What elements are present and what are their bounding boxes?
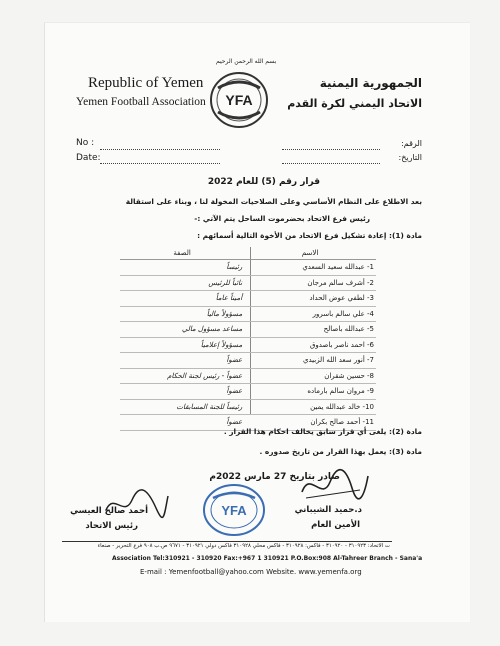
member-name: 1- عبدالله سعيد السعدي (244, 260, 376, 276)
preamble-line-1: بعد الاطلاع على النظام الأساسي وعلى الصلاحيات المخولة لنا ، وبناء على استقالة (125, 197, 422, 206)
table-row (120, 275, 376, 291)
member-role: رئيساً (120, 260, 244, 276)
footer-divider (62, 541, 392, 542)
table-row (120, 384, 376, 400)
member-role: عضواً (120, 384, 244, 400)
ar-no-label: الرقم: (401, 139, 422, 148)
secretary-name: د.حميد الشيباني (294, 505, 362, 515)
member-role: نائباً للرئيس (120, 275, 244, 291)
member-role: عضواً - رئيس لجنة الحكام (120, 368, 244, 384)
decision-title: قرار رقم (5) للعام 2022 (207, 177, 320, 187)
signature-president (102, 488, 172, 522)
table-row (120, 306, 376, 322)
col-name-header: الاسم (244, 247, 376, 260)
ar-no-line (282, 149, 380, 150)
footer-ar-address: ت الاتحاد: ٣١٠٩٢٣ - ٣١٠٩٢٠ - فاكس: ٣١٠٩٢٨ - فاكس محلي ٣١٠٩٢٨ فاكس دولي ٣١٠٩٢١ - ٩٦٧١ ص.ب ٩٠٨ فرع التحرير - صنعاء (97, 543, 390, 549)
member-name: 11- أحمد صالح بكران (244, 415, 376, 431)
member-name: 8- حسين شقران (244, 368, 376, 384)
member-name: 6- احمد ناصر باصدوق (244, 337, 376, 353)
issued-date: صادر بتاريخ 27 مارس 2022م (209, 472, 340, 482)
sheet-edge (44, 22, 470, 23)
secretary-title: الأمين العام (311, 520, 360, 530)
seal-text: YFA (221, 503, 247, 518)
header-ar-title: الجمهورية اليمنية (319, 76, 422, 90)
member-name: 5- عبدالله باصالح (244, 322, 376, 338)
ar-date-label: التاريخ: (398, 153, 422, 162)
president-name: أحمد صالح العيسي (70, 506, 148, 516)
member-role: عضواً (120, 415, 244, 431)
table-row (120, 368, 376, 384)
footer-contact: E-mail : Yemenfootball@yahoo.com Website. www.yemenfa.org (140, 568, 362, 576)
header-ar-subtitle: الاتحاد اليمني لكرة القدم (287, 97, 422, 110)
member-role: عضواً (120, 353, 244, 369)
sheet-edge (44, 22, 45, 622)
header-en-title: Republic of Yemen (88, 75, 204, 91)
no-label: No : (76, 138, 95, 148)
table-row (120, 337, 376, 353)
col-role-header: الصفة (120, 247, 244, 260)
article-2: مادة (2): يلغى أي قرار سابق يخالف احكام هذا القرار . (223, 427, 422, 436)
member-role: مساعد مسؤول مالي (120, 322, 244, 338)
ar-date-line (282, 163, 380, 164)
member-role: أميناً عاماً (120, 291, 244, 307)
footer-en-address: Association Tel:310921 - 310920 Fax:+967 1 310921 P.O.Box:908 Al-Tahreer Branch - Sana'a (112, 555, 423, 562)
member-name: 9- مروان سالم بارماده (244, 384, 376, 400)
members-table (120, 247, 376, 431)
member-name: 3- لطفي عوض الحداد (244, 291, 376, 307)
signature-secretary (296, 462, 372, 506)
member-name: 2- أشرف سالم مرجان (244, 275, 376, 291)
table-row (120, 353, 376, 369)
member-name: 10- خالد عبدالله يمين (244, 399, 376, 415)
header-en-subtitle: Yemen Football Association (76, 96, 206, 108)
article-3: مادة (3): يعمل بهذا القرار من تاريخ صدوره . (259, 447, 422, 456)
logo-script: بسم الله الرحمن الرحيم (216, 58, 277, 65)
date-label: Date: (76, 153, 101, 163)
yfa-logo (206, 68, 272, 130)
preamble-line-2: رئيس فرع الاتحاد بحضرموت الساحل يتم الآتي :- (194, 214, 370, 223)
table-row (120, 260, 376, 276)
logo-text: YFA (225, 92, 253, 108)
official-seal (200, 482, 268, 538)
table-row (120, 399, 376, 415)
member-role: رئيساً للجنة المسابقات (120, 399, 244, 415)
member-name: 7- أنور سعد الله الزبيدي (244, 353, 376, 369)
member-role: مسؤولاً مالياً (120, 306, 244, 322)
table-row (120, 291, 376, 307)
president-title: رئيس الاتحاد (85, 521, 138, 531)
member-role: مسؤولاً إعلامياً (120, 337, 244, 353)
table-row (120, 322, 376, 338)
member-name: 4- علي سالم باسرور (244, 306, 376, 322)
no-line (100, 149, 220, 150)
article-1: مادة (1): إعادة تشكيل فرع الاتحاد من الأخوة التالية أسمائهم : (197, 231, 422, 240)
table-header-row (120, 247, 376, 260)
date-line (100, 163, 220, 164)
